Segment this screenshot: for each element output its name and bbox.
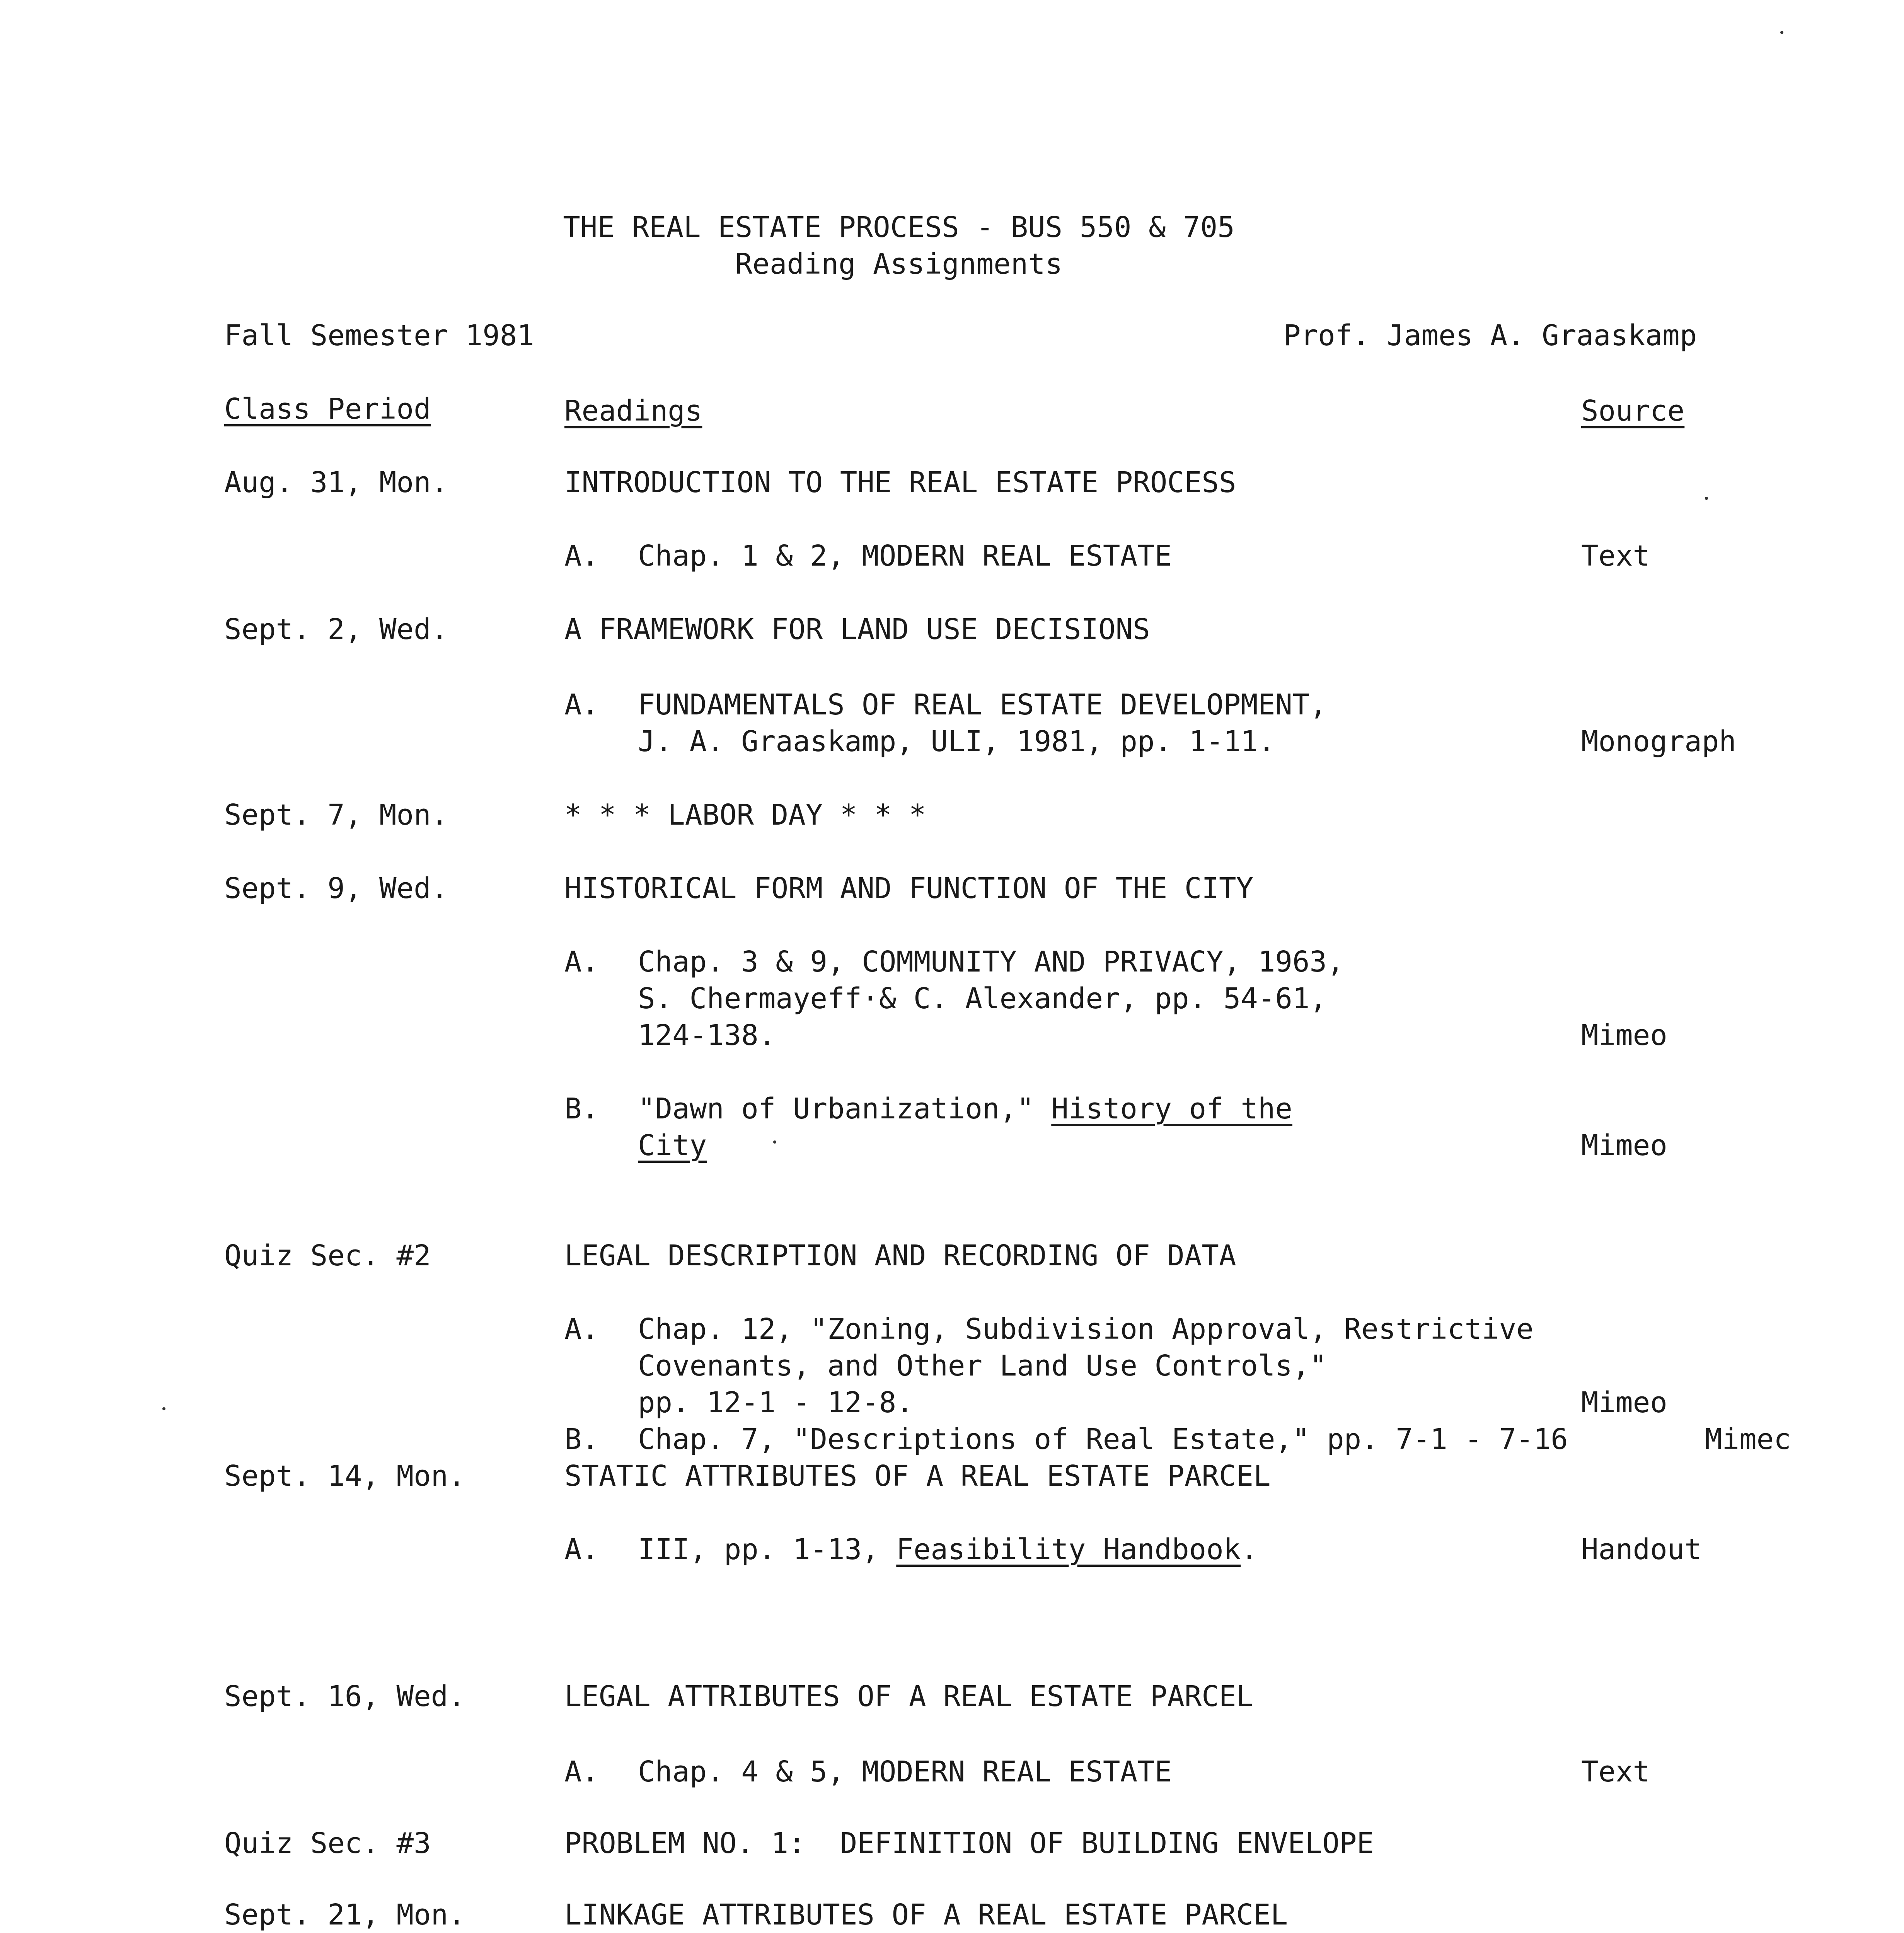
class-period-date: Sept. 2, Wed. — [224, 613, 448, 646]
topic-heading: * * * LABOR DAY * * * — [564, 798, 926, 832]
reading-source: Mimeo — [1581, 1019, 1667, 1052]
scan-speck — [1705, 497, 1708, 500]
topic-heading: STATIC ATTRIBUTES OF A REAL ESTATE PARCEL — [564, 1459, 1271, 1493]
topic-heading: LEGAL ATTRIBUTES OF A REAL ESTATE PARCEL — [564, 1680, 1254, 1713]
reading-source: Mimeo — [1581, 1129, 1667, 1162]
class-period-date: Quiz Sec. #3 — [224, 1827, 431, 1860]
professor-name: Prof. James A. Graaskamp — [1284, 319, 1697, 352]
reading-text-prefix: "Dawn of Urbanization," — [638, 1092, 1052, 1125]
scan-speck — [162, 1407, 165, 1410]
reading-text-line: pp. 12-1 - 12-8. — [638, 1386, 914, 1419]
reading-text-line — [638, 1531, 1258, 1568]
topic-heading: LEGAL DESCRIPTION AND RECORDING OF DATA — [564, 1239, 1236, 1272]
reading-text-suffix: . — [1241, 1533, 1258, 1566]
reading-source: Handout — [1581, 1533, 1702, 1566]
reading-text-line: Chap. 7, "Descriptions of Real Estate," pp. 7-1 - 7-16 — [638, 1423, 1568, 1456]
class-period-date: Sept. 21, Mon. — [224, 1898, 465, 1931]
reading-source: Mimec — [1705, 1423, 1791, 1456]
class-period-date: Aug. 31, Mon. — [224, 466, 448, 499]
topic-heading: LINKAGE ATTRIBUTES OF A REAL ESTATE PARCEL — [564, 1898, 1288, 1931]
reading-text: Chap. 1 & 2, MODERN REAL ESTATE — [638, 539, 1172, 573]
reading-source: Text — [1581, 539, 1650, 573]
reading-book-title: City — [638, 1129, 707, 1162]
column-header-readings: Readings — [564, 394, 702, 428]
reading-text-line — [638, 1090, 1292, 1127]
topic-heading: PROBLEM NO. 1: DEFINITION OF BUILDING ENVELOPE — [564, 1827, 1374, 1860]
reading-text: Chap. 4 & 5, MODERN REAL ESTATE — [638, 1755, 1172, 1788]
reading-text-line: J. A. Graaskamp, ULI, 1981, pp. 1-11. — [638, 725, 1275, 758]
column-header-class-period: Class Period — [224, 392, 431, 426]
reading-marker: B. — [564, 1092, 599, 1125]
reading-marker: A. — [564, 688, 599, 721]
reading-book-title: Feasibility Handbook — [896, 1533, 1241, 1566]
reading-text-line: S. Chermayeff·& C. Alexander, pp. 54-61, — [638, 982, 1327, 1015]
class-period-date: Sept. 9, Wed. — [224, 872, 448, 905]
reading-text-line: FUNDAMENTALS OF REAL ESTATE DEVELOPMENT, — [638, 688, 1327, 721]
reading-text-line: Chap. 12, "Zoning, Subdivision Approval, Restrictive — [638, 1313, 1534, 1346]
topic-heading: INTRODUCTION TO THE REAL ESTATE PROCESS — [564, 466, 1236, 499]
topic-heading: A FRAMEWORK FOR LAND USE DECISIONS — [564, 613, 1150, 646]
reading-marker: A. — [564, 539, 599, 573]
class-period-date: Sept. 7, Mon. — [224, 798, 448, 832]
reading-text-line: 124-138. — [638, 1019, 776, 1052]
reading-marker: A. — [564, 1755, 599, 1788]
document-subtitle: Reading Assignments — [735, 247, 1063, 281]
class-period-date: Quiz Sec. #2 — [224, 1239, 431, 1272]
scan-speck — [773, 1140, 776, 1144]
document-title: THE REAL ESTATE PROCESS - BUS 550 & 705 — [563, 211, 1235, 244]
reading-text-line: Chap. 3 & 9, COMMUNITY AND PRIVACY, 1963, — [638, 945, 1344, 978]
reading-marker: A. — [564, 1313, 599, 1346]
class-period-date: Sept. 14, Mon. — [224, 1459, 465, 1493]
scan-speck — [1780, 31, 1783, 34]
reading-source: Text — [1581, 1755, 1650, 1788]
reading-text-prefix: III, pp. 1-13, — [638, 1533, 897, 1566]
reading-marker: A. — [564, 945, 599, 978]
semester-label: Fall Semester 1981 — [224, 319, 534, 352]
reading-marker: B. — [564, 1423, 599, 1456]
reading-source: Mimeo — [1581, 1386, 1667, 1419]
reading-book-title: History of the — [1051, 1092, 1292, 1125]
reading-marker: A. — [564, 1533, 599, 1566]
class-period-date: Sept. 16, Wed. — [224, 1680, 465, 1713]
reading-text-line: Covenants, and Other Land Use Controls," — [638, 1349, 1327, 1382]
topic-heading: HISTORICAL FORM AND FUNCTION OF THE CITY — [564, 872, 1254, 905]
reading-source: Monograph — [1581, 725, 1736, 758]
column-header-source: Source — [1581, 394, 1685, 428]
